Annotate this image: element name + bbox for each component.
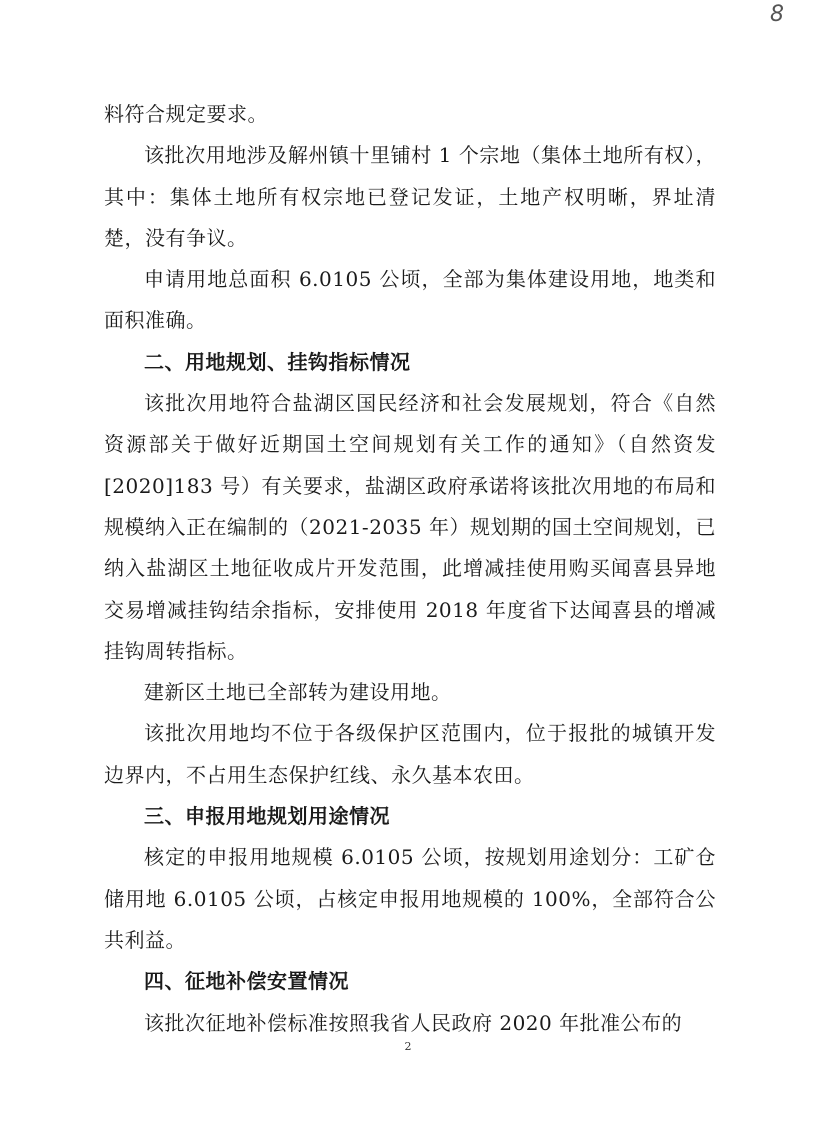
section-heading-planning: 二、用地规划、挂钩指标情况 xyxy=(144,349,411,374)
section-heading-compensation: 四、征地补偿安置情况 xyxy=(144,969,349,994)
document-body xyxy=(104,94,716,1044)
paragraph-protection-zone: 该批次用地均不位于各级保护区范围内，位于报批的城镇开发边界内，不占用生态保护红线、永久基本农田。 xyxy=(104,721,716,787)
page-number: 2 xyxy=(404,1040,412,1053)
paragraph-planning: 该批次用地符合盐湖区国民经济和社会发展规划，符合《自然资源部关于做好近期国土空间规划有关工作的通知》（自然资发[2020]183 号）有关要求，盐湖区政府承诺将该批次用地的布局和规模纳入正在编制的（2021-2035 年）规划期的国土空间规划，已纳入盐湖区土地征收成片开发范围，此增减挂使用购买闻喜县异地交易增减挂钩结余指标，安排使用 2018 年度省下达闻喜县的增减挂钩周转指标。 xyxy=(104,391,716,663)
handwritten-page-mark: 8 xyxy=(770,2,784,27)
paragraph-total-area: 申请用地总面积 6.0105 公顷，全部为集体建设用地，地类和面积准确。 xyxy=(104,267,716,333)
paragraph-land-parcel: 该批次用地涉及解州镇十里铺村 1 个宗地（集体土地所有权），其中：集体土地所有权宗地已登记发证，土地产权明晰，界址清楚，没有争议。 xyxy=(104,143,716,250)
paragraph-compensation: 该批次征地补偿标准按照我省人民政府 2020 年批准公布的 xyxy=(144,1010,683,1035)
paragraph-new-construction: 建新区土地已全部转为建设用地。 xyxy=(144,680,452,705)
paragraph-continuation: 料符合规定要求。 xyxy=(104,102,268,126)
section-heading-land-use: 三、申报用地规划用途情况 xyxy=(144,804,390,829)
paragraph-land-use: 核定的申报用地规模 6.0105 公顷，按规划用途划分：工矿仓储用地 6.0105 公顷，占核定申报用地规模的 100%，全部符合公共利益。 xyxy=(104,845,716,952)
